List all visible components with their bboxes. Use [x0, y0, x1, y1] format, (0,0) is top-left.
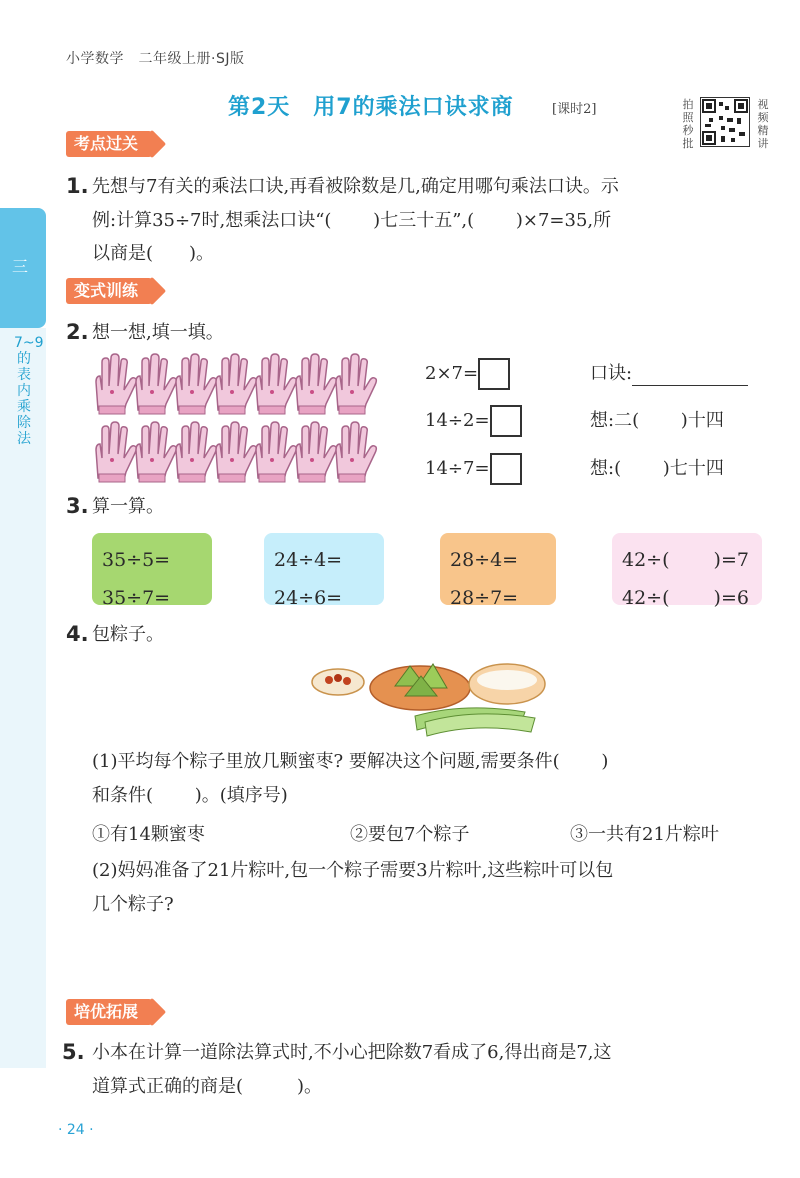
q1-line2: 例:计算35÷7时,想乘法口诀“( )七三十五”,( )×7=35,所 [92, 210, 612, 231]
q2-title: 想一想,填一填。 [92, 322, 224, 343]
calc-item: 28÷7= [450, 587, 519, 609]
q1-line1: 先想与7有关的乘法口诀,再看被除数是几,确定用哪句乘法口诀。示 [92, 176, 619, 197]
gloves-illustration [88, 350, 378, 486]
q2-hint3: 想:( )七十四 [590, 458, 724, 479]
zongzi-illustration [305, 652, 555, 738]
calc-item: 35÷5= [102, 549, 171, 571]
section-label-peiyou: 培优拓展 [66, 999, 152, 1025]
q4-p2-line2: 几个粽子? [92, 894, 174, 915]
calc-item: 28÷4= [450, 549, 519, 571]
question-number: 2. [66, 320, 89, 344]
question-number: 3. [66, 494, 89, 518]
book-title: 小学数学 二年级上册·SJ版 [66, 51, 245, 67]
q4-p2-line1: (2)妈妈准备了21片粽叶,包一个粽子需要3片粽叶,这些粽叶可以包 [92, 860, 614, 881]
lesson-tag: [课时2] [552, 102, 597, 117]
q2-eq2-text: 14÷2= [425, 410, 490, 431]
section-label-kaodian: 考点过关 [66, 131, 152, 157]
qr-right-label: 视频精讲 [757, 98, 769, 150]
answer-line[interactable] [632, 363, 748, 386]
q4-option-3: ③一共有21片粽叶 [570, 824, 719, 845]
question-number: 4. [66, 622, 89, 646]
lesson-title: 第2天 用7的乘法口诀求商 [228, 95, 514, 120]
question-number: 5. [62, 1040, 85, 1064]
qr-left-label: 拍照秒批 [682, 98, 694, 150]
answer-box[interactable] [478, 358, 510, 390]
q2-eq3-text: 14÷7= [425, 458, 490, 479]
calc-item: 42÷( )=6 [622, 587, 749, 609]
chapter-name: 7~9的表内乘除法 [14, 335, 44, 447]
q2-eq3 [425, 452, 522, 486]
calc-card [440, 533, 556, 609]
calc-card [92, 533, 212, 609]
chapter-tab [0, 208, 46, 328]
section-label-bianshi: 变式训练 [66, 278, 152, 304]
q2-eq1-text: 2×7= [425, 363, 479, 384]
q1-line3: 以商是( )。 [92, 243, 215, 264]
calc-item: 24÷6= [274, 587, 343, 609]
calc-card [264, 533, 384, 609]
q2-eq1 [425, 357, 510, 391]
q3-title: 算一算。 [92, 496, 164, 517]
calc-item: 24÷4= [274, 549, 343, 571]
q4-title: 包粽子。 [92, 624, 164, 645]
page-number: · 24 · [58, 1122, 94, 1138]
qr-code-icon[interactable] [700, 97, 750, 147]
answer-box[interactable] [490, 453, 522, 485]
q2-hint1 [590, 357, 748, 391]
calc-card [612, 533, 762, 609]
q4-p1-line2: 和条件( )。(填序号) [92, 785, 288, 806]
calc-item: 42÷( )=7 [622, 549, 749, 571]
q2-hint2: 想:二( )十四 [590, 410, 724, 431]
chapter-tab-label: 三 [12, 257, 29, 276]
q2-hint1-text: 口诀: [590, 363, 633, 384]
q5-line1: 小本在计算一道除法算式时,不小心把除数7看成了6,得出商是7,这 [92, 1042, 612, 1063]
q4-option-1: ①有14颗蜜枣 [92, 824, 205, 845]
question-number: 1. [66, 174, 89, 198]
q2-eq2 [425, 404, 522, 438]
calc-item: 35÷7= [102, 587, 171, 609]
q5-line2: 道算式正确的商是( )。 [92, 1076, 323, 1097]
q4-p1-line1: (1)平均每个粽子里放几颗蜜枣? 要解决这个问题,需要条件( ) [92, 751, 609, 772]
answer-box[interactable] [490, 405, 522, 437]
q4-option-2: ②要包7个粽子 [350, 824, 470, 845]
